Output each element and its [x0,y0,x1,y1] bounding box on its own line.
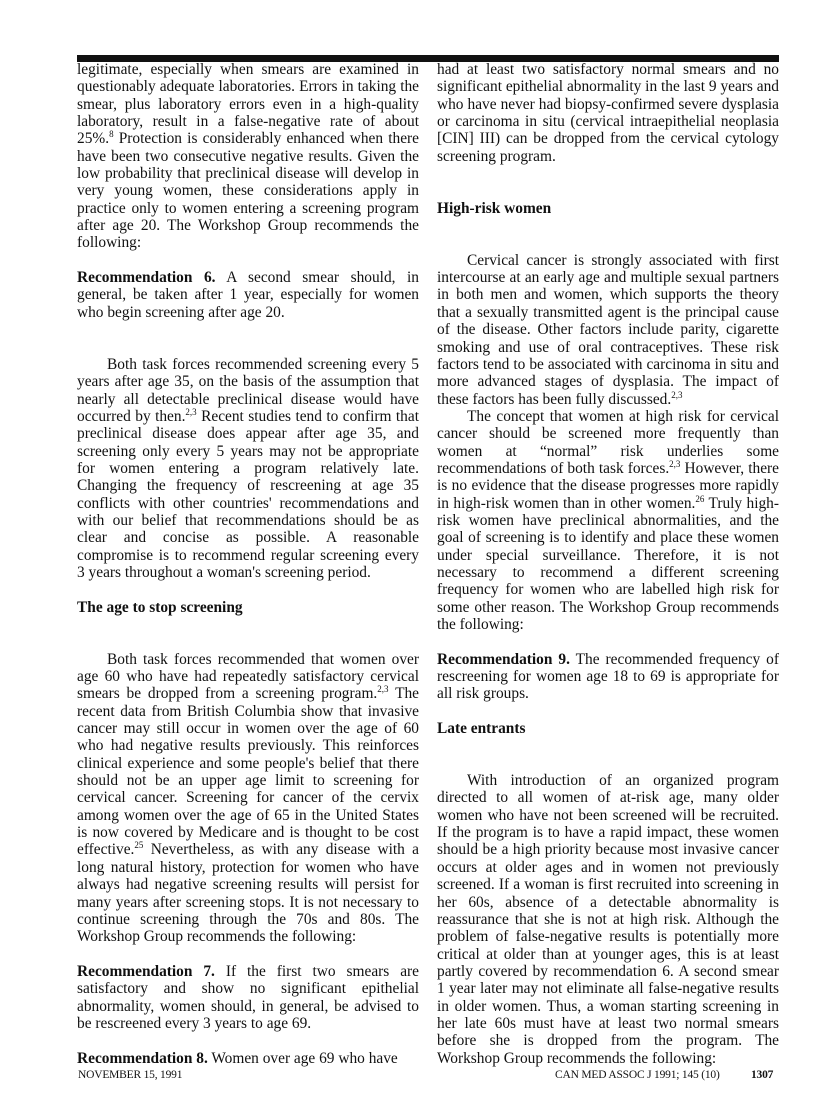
paragraph [437,772,779,1067]
text-run: The recent data from British Columbia show that invasive cancer may still occur in women over the age of 60 who had negative results previously. This reinforces clinical experience and some people's belief that there should not be an upper age limit to screening for cervical cancer. Screening for cancer of the cervix among women over the age of 65 in the United States is now covered by Medicare and is thought to be cost effective. [77,685,419,859]
text-run: If the first two smears are satisfactory and show no significant epithelial abnormality, women should, in general, be advised to be rescreened every 3 years to age 69. [77,962,419,1032]
recommendation [77,1050,419,1067]
text-run: The age to stop screening [77,598,243,616]
text-run: Truly high-risk women have preclinical abnormalities, and the goal of screening is to identify and place these women under special surveillance. Therefore, it is not necessary to recommend a different screening frequency for women who are labelled high risk for some other reason. The Workshop Group recommends the following: [437,494,779,633]
citation-superscript: 8 [109,129,114,140]
right-column [437,61,779,1067]
paragraph [437,408,779,633]
paragraph [437,61,779,165]
paragraph [77,356,419,581]
footer-journal-citation: CAN MED ASSOC J 1991; 145 (10) [555,1069,720,1081]
citation-superscript: 26 [695,493,705,504]
recommendation-label: Recommendation 6. [77,269,216,287]
text-run: had at least two satisfactory normal smears and no significant epithelial abnormality in the last 9 years and who have never had biopsy-confirmed severe dysplasia or carcinoma in situ (cervical intraepithelial neoplasia [CIN] III) can be dropped from the cervical cytology screening program. [437,61,779,165]
text-run: Cervical cancer is strongly associated with first intercourse at an early age and multiple sexual partners in both men and women, which supports the theory that a sexually transmitted agent is the principal cause of the disease. Other factors include parity, cigarette smoking and use of oral contraceptives. These risk factors tend to be associated with carcinoma in situ and more advanced stages of dysplasia. The impact of these factors has been fully discussed. [437,251,779,408]
text-run: However, there is no evidence that the disease progresses more rapidly in high-risk women than in other women. [437,459,779,512]
text-run: With introduction of an organized program directed to all women of at-risk age, many older women who have not been screened will be recruited. If the program is to have a rapid impact, these women should be a high priority because most invasive cancer occurs at older ages and in women not previously screened. If a woman is first recruited into screening in her 60s, absence of a detectable abnormality is reassurance that she is not at high risk. Although the problem of false-negative results is potentially more critical at older than at younger ages, this is at least partly covered by recommendation 6. A second smear 1 year later may not eliminate all false-negative results in older women. Thus, a woman starting screening in her late 60s must have at least two normal smears before she is dropped from the program. The Workshop Group recommends the following: [437,772,779,1067]
recommendation-label: Recommendation 7. [77,962,215,980]
text-run: Protection is considerably enhanced when there have been two consecutive negative results. Given the low probability that preclinical disease will develop in very young women, these considerations apply in practice only to women entering a screening program after age 20. The Workshop Group recommends the following: [77,130,419,252]
recommendation [77,269,419,321]
section-heading [77,599,419,616]
text-run: A second smear should, in general, be taken after 1 year, especially for women who begin screening after age 20. [77,269,419,321]
text-run: Recent studies tend to confirm that preclinical disease does appear after age 35, and screening only every 5 years may not be appropriate for women entering a program relatively late. Changing the frequency of rescreening at age 35 conflicts with other countries' recommendations and with our belief that recommendations should be as clear and concise as possible. A reasonable compromise is to recommend regular screening every 3 years throughout a woman's screening period. [77,407,419,581]
text-run: Both task forces recommended that women over age 60 who have had repeatedly satisfactory cervical smears be dropped from a screening program. [77,650,419,703]
paragraph [77,61,419,252]
left-column [77,61,419,1067]
text-run: High-risk women [437,199,552,217]
recommendation [437,651,779,703]
paragraph [77,651,419,946]
footer-date: NOVEMBER 15, 1991 [78,1069,183,1081]
text-run: Both task forces recommended screening every 5 years after age 35, on the basis of the assumption that nearly all detectable preclinical disease would have occurred by then. [77,355,419,425]
text-run: Nevertheless, as with any disease with a long natural history, protection for women who have always had negative screening results will persist for many years after screening stops. It is not necessary to continue screening through the 70s and 80s. The Workshop Group recommends the following: [77,841,419,946]
citation-superscript: 2,3 [377,684,389,695]
paragraph [437,252,779,408]
citation-superscript: 25 [134,840,144,851]
section-heading [437,200,779,217]
citation-superscript: 2,3 [185,406,197,417]
section-heading [437,720,779,737]
citation-superscript: 2,3 [671,389,683,400]
text-run: legitimate, especially when smears are examined in questionably adequate laboratories. Errors in taking the smear, plus laboratory errors even in a high-quality laboratory, result in a false-negative rate of about 25%. [77,61,419,148]
recommendation-label: Recommendation 8. [77,1049,208,1067]
text-run: The recommended frequency of rescreening for women age 18 to 69 is appropriate for all risk groups. [437,650,779,703]
recommendation [77,963,419,1032]
recommendation-label: Recommendation 9. [437,650,570,668]
text-run: Late entrants [437,720,526,738]
page-number: 1307 [751,1069,774,1081]
text-run: Women over age 69 who have [207,1049,398,1067]
text-run: The concept that women at high risk for cervical cancer should be screened more frequently than women at “normal” risk underlies some recommendations of both task forces. [437,407,779,477]
citation-superscript: 2,3 [669,458,681,469]
